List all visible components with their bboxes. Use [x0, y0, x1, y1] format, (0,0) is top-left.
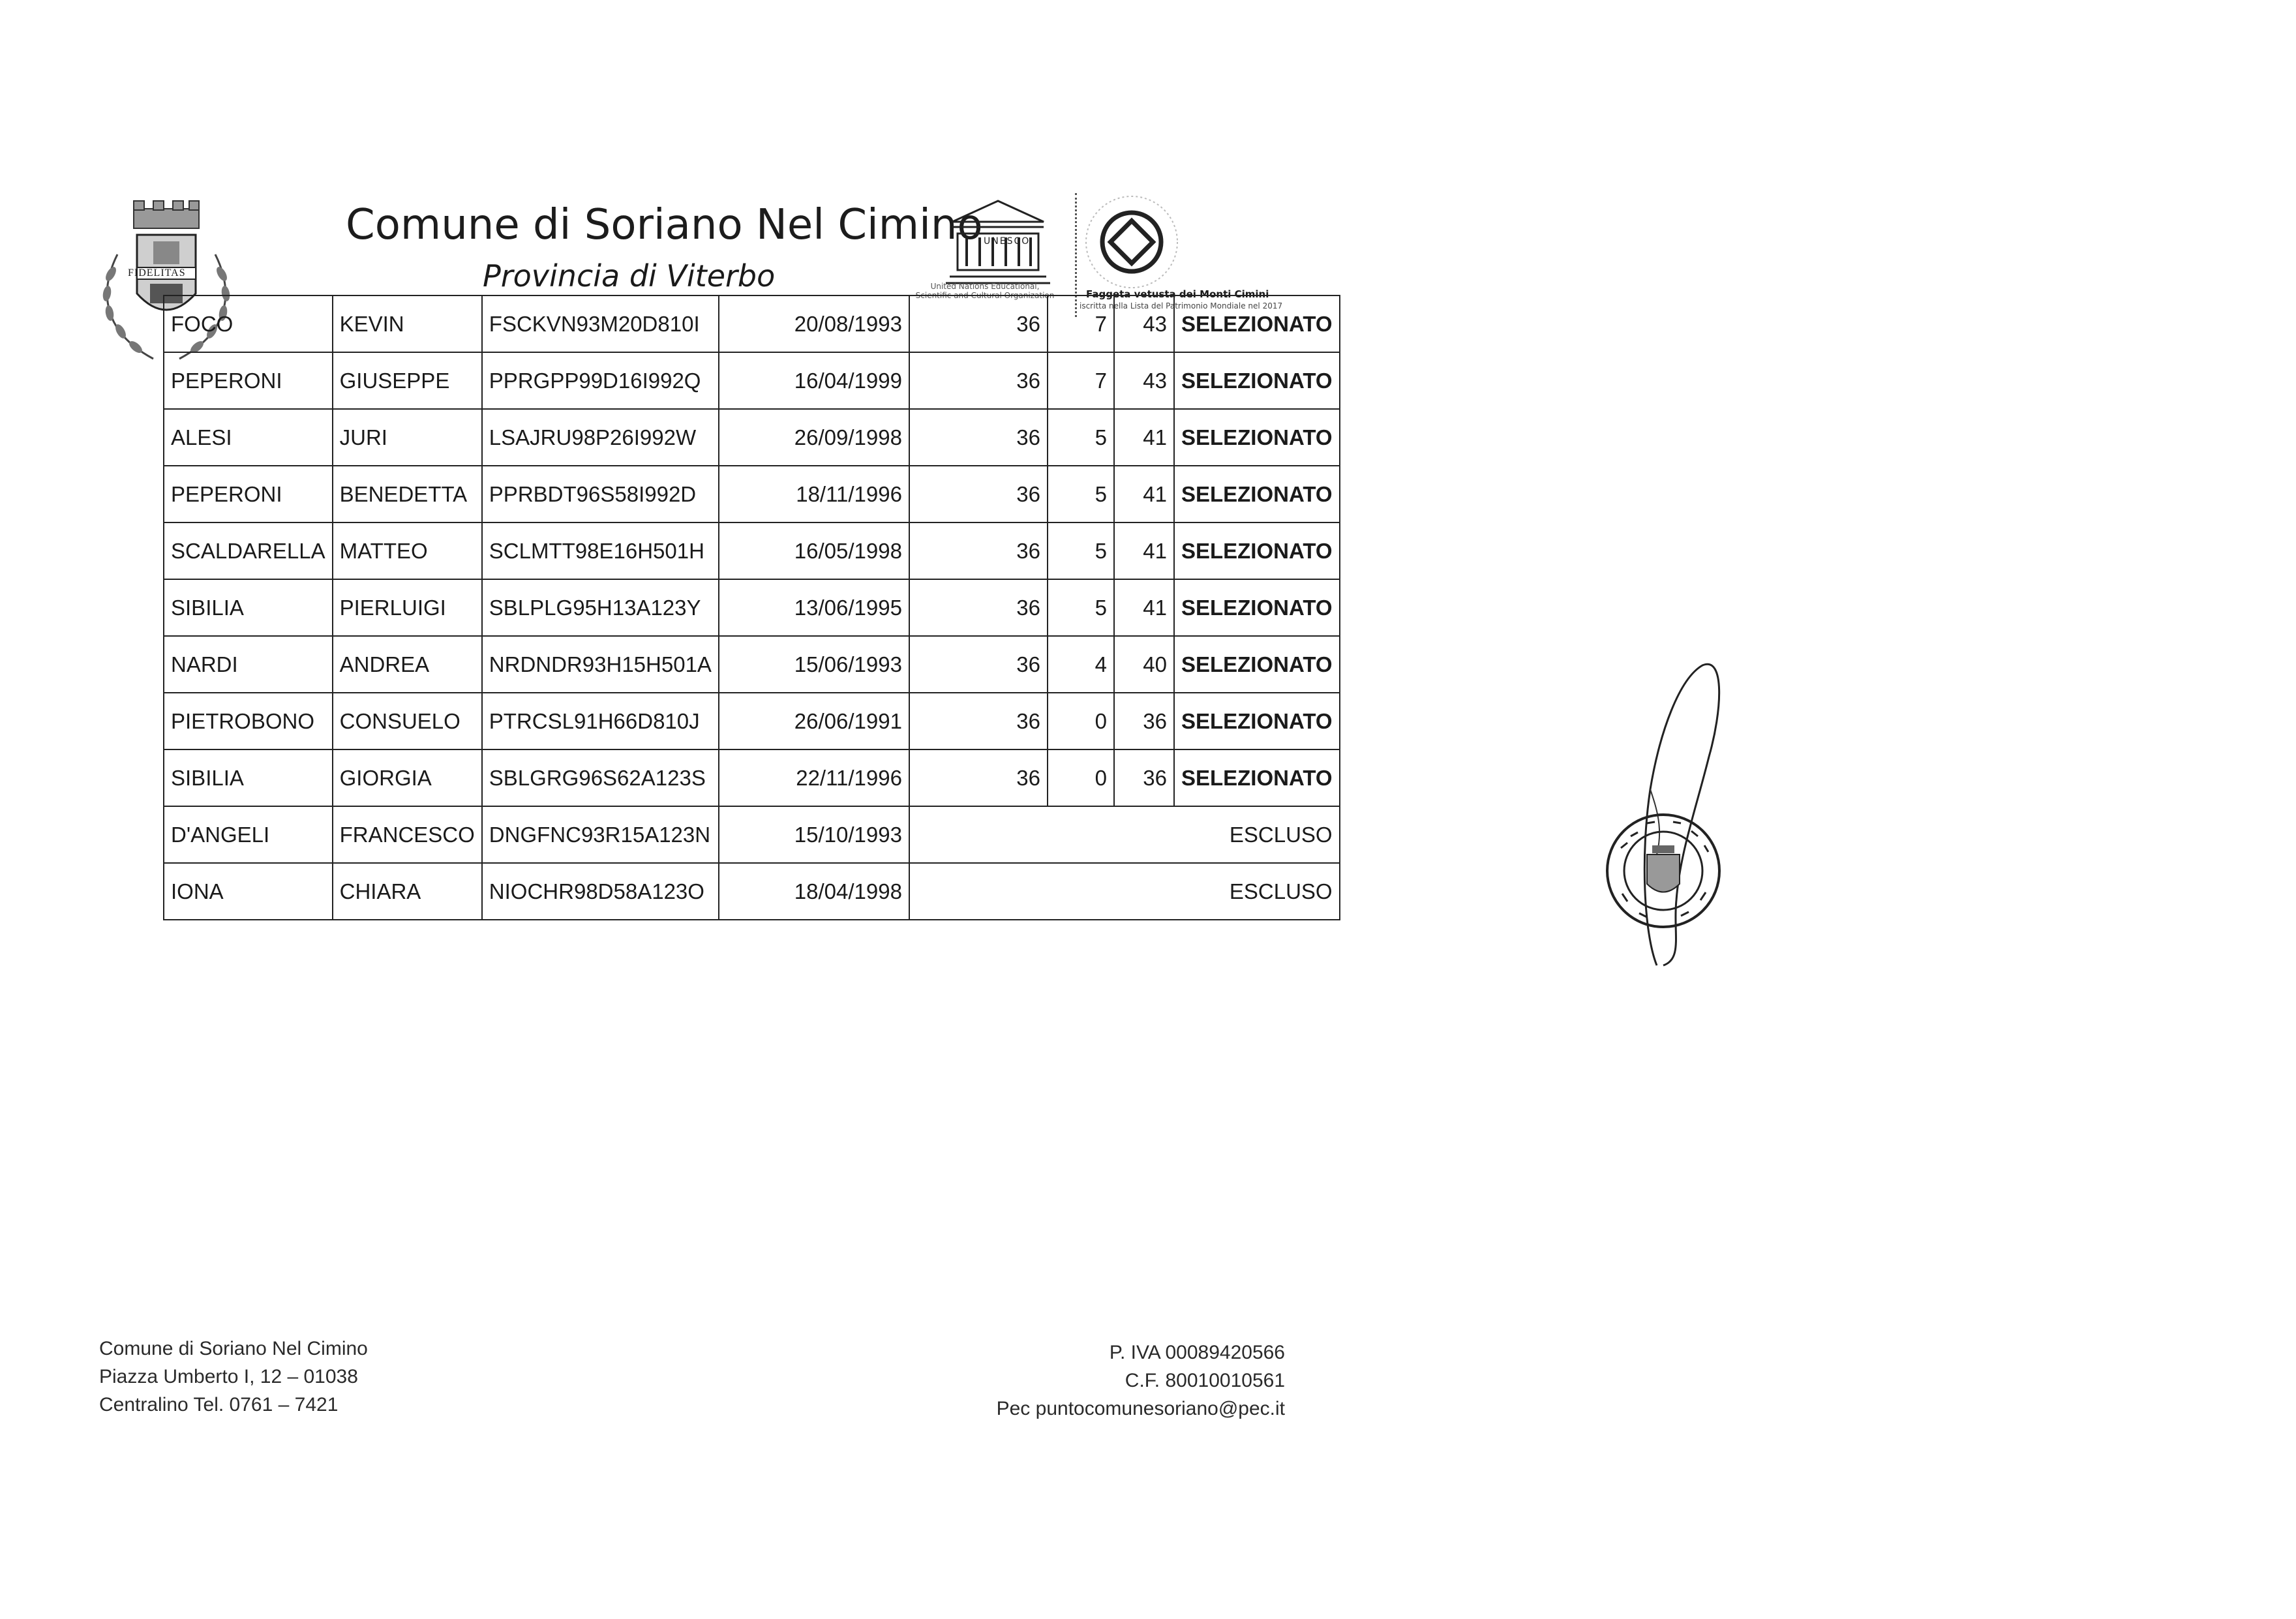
- cell-surname: NARDI: [164, 636, 333, 693]
- table-row: [164, 579, 1340, 636]
- cell-score-1: 36: [909, 693, 1048, 749]
- whs-caption: Faggeta vetusta dei Monti Cimini: [1086, 288, 1269, 300]
- unesco-caption: United Nations Educational, Scientific and Cultural Organization: [915, 282, 1055, 300]
- cell-score-1: 36: [909, 466, 1048, 522]
- cell-name: CONSUELO: [333, 693, 482, 749]
- cell-name: ANDREA: [333, 636, 482, 693]
- cell-surname: D'ANGELI: [164, 806, 333, 863]
- table-row: [164, 749, 1340, 806]
- cell-score-2: 5: [1048, 466, 1114, 522]
- cell-status: SELEZIONATO: [1174, 579, 1340, 636]
- page-title: Comune di Soriano Nel Cimino: [346, 201, 983, 249]
- cell-score-total: 36: [1114, 749, 1174, 806]
- footer-line: Piazza Umberto I, 12 – 01038: [99, 1366, 358, 1387]
- cell-birth-date: 18/04/1998: [719, 863, 909, 920]
- cell-surname: PEPERONI: [164, 466, 333, 522]
- table-row: [164, 352, 1340, 409]
- cell-score-2: 5: [1048, 522, 1114, 579]
- cell-name: JURI: [333, 409, 482, 466]
- cell-birth-date: 20/08/1993: [719, 295, 909, 352]
- unesco-wordmark: UNESCO: [984, 236, 1031, 247]
- cell-score-2: 5: [1048, 579, 1114, 636]
- cell-status: SELEZIONATO: [1174, 409, 1340, 466]
- footer-line: Comune di Soriano Nel Cimino: [99, 1338, 368, 1359]
- cell-score-1: 36: [909, 749, 1048, 806]
- cell-fiscal-code: FSCKVN93M20D810I: [482, 295, 719, 352]
- table-row: [164, 693, 1340, 749]
- cell-status: SELEZIONATO: [1174, 749, 1340, 806]
- cell-surname: SCALDARELLA: [164, 522, 333, 579]
- cell-score-2: 7: [1048, 295, 1114, 352]
- world-heritage-emblem: [1083, 193, 1181, 291]
- cell-fiscal-code: SCLMTT98E16H501H: [482, 522, 719, 579]
- cell-fiscal-code: PTRCSL91H66D810J: [482, 693, 719, 749]
- table-row: [164, 522, 1340, 579]
- cell-surname: SIBILIA: [164, 579, 333, 636]
- footer-line: Centralino Tel. 0761 – 7421: [99, 1394, 339, 1415]
- cell-score-2: 0: [1048, 749, 1114, 806]
- cell-name: CHIARA: [333, 863, 482, 920]
- table-row: [164, 863, 1340, 920]
- cell-score-1: 36: [909, 636, 1048, 693]
- cell-status: SELEZIONATO: [1174, 693, 1340, 749]
- table-row: [164, 295, 1340, 352]
- cell-birth-date: 15/06/1993: [719, 636, 909, 693]
- cell-birth-date: 22/11/1996: [719, 749, 909, 806]
- cell-score-total: 41: [1114, 579, 1174, 636]
- cell-surname: ALESI: [164, 409, 333, 466]
- official-stamp: [1601, 809, 1725, 933]
- cell-fiscal-code: SBLPLG95H13A123Y: [482, 579, 719, 636]
- cell-score-total: 40: [1114, 636, 1174, 693]
- cell-score-2: 7: [1048, 352, 1114, 409]
- table-row: [164, 636, 1340, 693]
- cell-fiscal-code: PPRGPP99D16I992Q: [482, 352, 719, 409]
- cell-fiscal-code: PPRBDT96S58I992D: [482, 466, 719, 522]
- table-row: [164, 806, 1340, 863]
- cell-birth-date: 16/04/1999: [719, 352, 909, 409]
- cell-score-total: 41: [1114, 522, 1174, 579]
- cell-birth-date: 26/09/1998: [719, 409, 909, 466]
- cell-status: SELEZIONATO: [1174, 466, 1340, 522]
- cell-surname: PIETROBONO: [164, 693, 333, 749]
- cell-status: SELEZIONATO: [1174, 636, 1340, 693]
- table-row: [164, 409, 1340, 466]
- cell-birth-date: 13/06/1995: [719, 579, 909, 636]
- page-subtitle: Provincia di Viterbo: [483, 258, 776, 294]
- cell-name: KEVIN: [333, 295, 482, 352]
- cell-score-1: 36: [909, 295, 1048, 352]
- cell-birth-date: 16/05/1998: [719, 522, 909, 579]
- footer-fiscal-info: [946, 1339, 1285, 1423]
- cell-status: ESCLUSO: [909, 863, 1340, 920]
- cell-score-2: 0: [1048, 693, 1114, 749]
- cell-surname: IONA: [164, 863, 333, 920]
- cell-name: PIERLUIGI: [333, 579, 482, 636]
- cell-score-total: 36: [1114, 693, 1174, 749]
- cell-birth-date: 26/06/1991: [719, 693, 909, 749]
- cell-status: SELEZIONATO: [1174, 522, 1340, 579]
- cell-surname: FOCO: [164, 295, 333, 352]
- cell-score-total: 41: [1114, 409, 1174, 466]
- cell-score-1: 36: [909, 352, 1048, 409]
- footer-address: [99, 1335, 368, 1419]
- cell-score-1: 36: [909, 522, 1048, 579]
- cell-status: SELEZIONATO: [1174, 352, 1340, 409]
- whs-caption-secondary: iscritta nella Lista del Patrimonio Mondiale nel 2017: [1080, 301, 1283, 310]
- cell-score-total: 43: [1114, 295, 1174, 352]
- cell-name: GIUSEPPE: [333, 352, 482, 409]
- footer-line: P. IVA 00089420566: [1109, 1342, 1285, 1363]
- cell-score-2: 4: [1048, 636, 1114, 693]
- cell-score-1: 36: [909, 409, 1048, 466]
- cell-score-1: 36: [909, 579, 1048, 636]
- cell-fiscal-code: SBLGRG96S62A123S: [482, 749, 719, 806]
- cell-surname: SIBILIA: [164, 749, 333, 806]
- cell-name: MATTEO: [333, 522, 482, 579]
- cell-score-2: 5: [1048, 409, 1114, 466]
- footer-line: C.F. 80010010561: [1125, 1370, 1285, 1391]
- cell-name: FRANCESCO: [333, 806, 482, 863]
- cell-fiscal-code: DNGFNC93R15A123N: [482, 806, 719, 863]
- cell-score-total: 43: [1114, 352, 1174, 409]
- cell-fiscal-code: NRDNDR93H15H501A: [482, 636, 719, 693]
- cell-status: SELEZIONATO: [1174, 295, 1340, 352]
- crest-motto: FIDELITAS: [128, 267, 186, 279]
- footer-line[interactable]: Pec puntocomunesoriano@pec.it: [996, 1398, 1285, 1419]
- cell-name: BENEDETTA: [333, 466, 482, 522]
- candidates-table: [163, 295, 1340, 920]
- cell-status: ESCLUSO: [909, 806, 1340, 863]
- cell-fiscal-code: LSAJRU98P26I992W: [482, 409, 719, 466]
- cell-surname: PEPERONI: [164, 352, 333, 409]
- cell-birth-date: 15/10/1993: [719, 806, 909, 863]
- cell-score-total: 41: [1114, 466, 1174, 522]
- cell-birth-date: 18/11/1996: [719, 466, 909, 522]
- table-row: [164, 466, 1340, 522]
- cell-fiscal-code: NIOCHR98D58A123O: [482, 863, 719, 920]
- cell-name: GIORGIA: [333, 749, 482, 806]
